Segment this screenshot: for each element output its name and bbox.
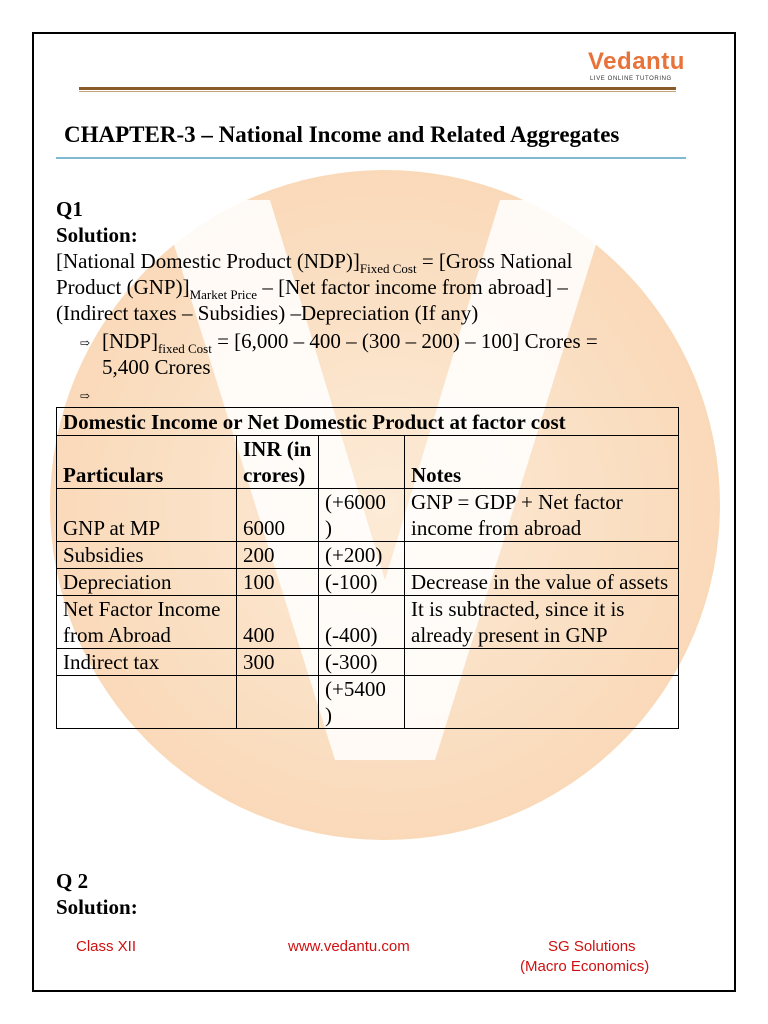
- bullet-arrow-icon: ⇨: [80, 389, 91, 403]
- table-title: Domestic Income or Net Domestic Product at factor cost: [57, 408, 679, 436]
- table-row: [57, 596, 679, 649]
- formula-line-1: [National Domestic Product $(NDP)]_{Fixed Cost}$ = [Gross National: [56, 249, 573, 277]
- header-notes: Notes: [405, 436, 679, 489]
- table-cell: 100: [237, 569, 319, 596]
- table-cell: Indirect tax: [57, 649, 237, 676]
- logo-tagline: LIVE ONLINE TUTORING: [590, 76, 672, 82]
- calc-line-1: $[NDP]_{fixed Cost} = [6,000 - 400 - (300 - 200) - 100]$ Crores =: [102, 329, 598, 357]
- table-cell: Decrease in the value of assets: [405, 569, 679, 596]
- q2-label: Q 2: [56, 869, 89, 893]
- table-cell: GNP = GDP + Net factor income from abroad: [405, 489, 679, 542]
- table-cell: [405, 649, 679, 676]
- table-header-row: [57, 436, 679, 489]
- footer-subject: (Macro Economics): [520, 958, 650, 975]
- table-title-row: [57, 408, 679, 436]
- table-cell: Subsidies: [57, 542, 237, 569]
- table-cell: Depreciation: [57, 569, 237, 596]
- table-cell: (+6000 ): [319, 489, 405, 542]
- formula-line-2: Product $(GNP)]_{Market Price} - [Net$ factor income from abroad] –: [56, 275, 568, 303]
- logo-brand: Vedantu: [588, 48, 685, 75]
- table-row: [57, 649, 679, 676]
- table-cell: GNP at MP: [57, 489, 237, 542]
- table-cell: It is subtracted, since it is already present in GNP: [405, 596, 679, 649]
- footer-website-link[interactable]: www.vedantu.com: [288, 938, 410, 955]
- table-cell: 300: [237, 649, 319, 676]
- footer-class: Class XII: [76, 938, 137, 955]
- table-cell: 200: [237, 542, 319, 569]
- header-sign: [319, 436, 405, 489]
- table-cell: (-100): [319, 569, 405, 596]
- vedantu-logo: [580, 48, 685, 84]
- table-cell: (+200): [319, 542, 405, 569]
- chapter-rule: [56, 157, 686, 159]
- table-cell: (-300): [319, 649, 405, 676]
- header-rule-thin: [79, 91, 676, 92]
- footer-series: SG Solutions: [548, 938, 636, 955]
- q1-label: Q1: [56, 197, 83, 221]
- table-cell: (+5400 ): [319, 676, 405, 729]
- income-table: [56, 407, 679, 729]
- calc-line-2: 5,400 Crores: [102, 355, 211, 379]
- table-cell: [405, 676, 679, 729]
- formula-line-3: (Indirect taxes – Subsidies) –Depreciation (If any): [56, 301, 479, 325]
- q2-solution-label: Solution:: [56, 895, 138, 919]
- header-inr: INR (in crores): [237, 436, 319, 489]
- table-cell: [57, 676, 237, 729]
- table-cell: 400: [237, 596, 319, 649]
- bullet-arrow-icon: ⇨: [80, 336, 91, 350]
- table-row: [57, 676, 679, 729]
- table-cell: [405, 542, 679, 569]
- table-cell: (-400): [319, 596, 405, 649]
- table-row: [57, 569, 679, 596]
- table-cell: [237, 676, 319, 729]
- header-rule: [79, 87, 676, 90]
- chapter-title: CHAPTER-3 – National Income and Related Aggregates: [64, 122, 620, 147]
- table-row: [57, 542, 679, 569]
- table-cell: Net Factor Income from Abroad: [57, 596, 237, 649]
- q1-solution-label: Solution:: [56, 223, 138, 247]
- table-cell: 6000: [237, 489, 319, 542]
- table-row: [57, 489, 679, 542]
- header-particulars: Particulars: [57, 436, 237, 489]
